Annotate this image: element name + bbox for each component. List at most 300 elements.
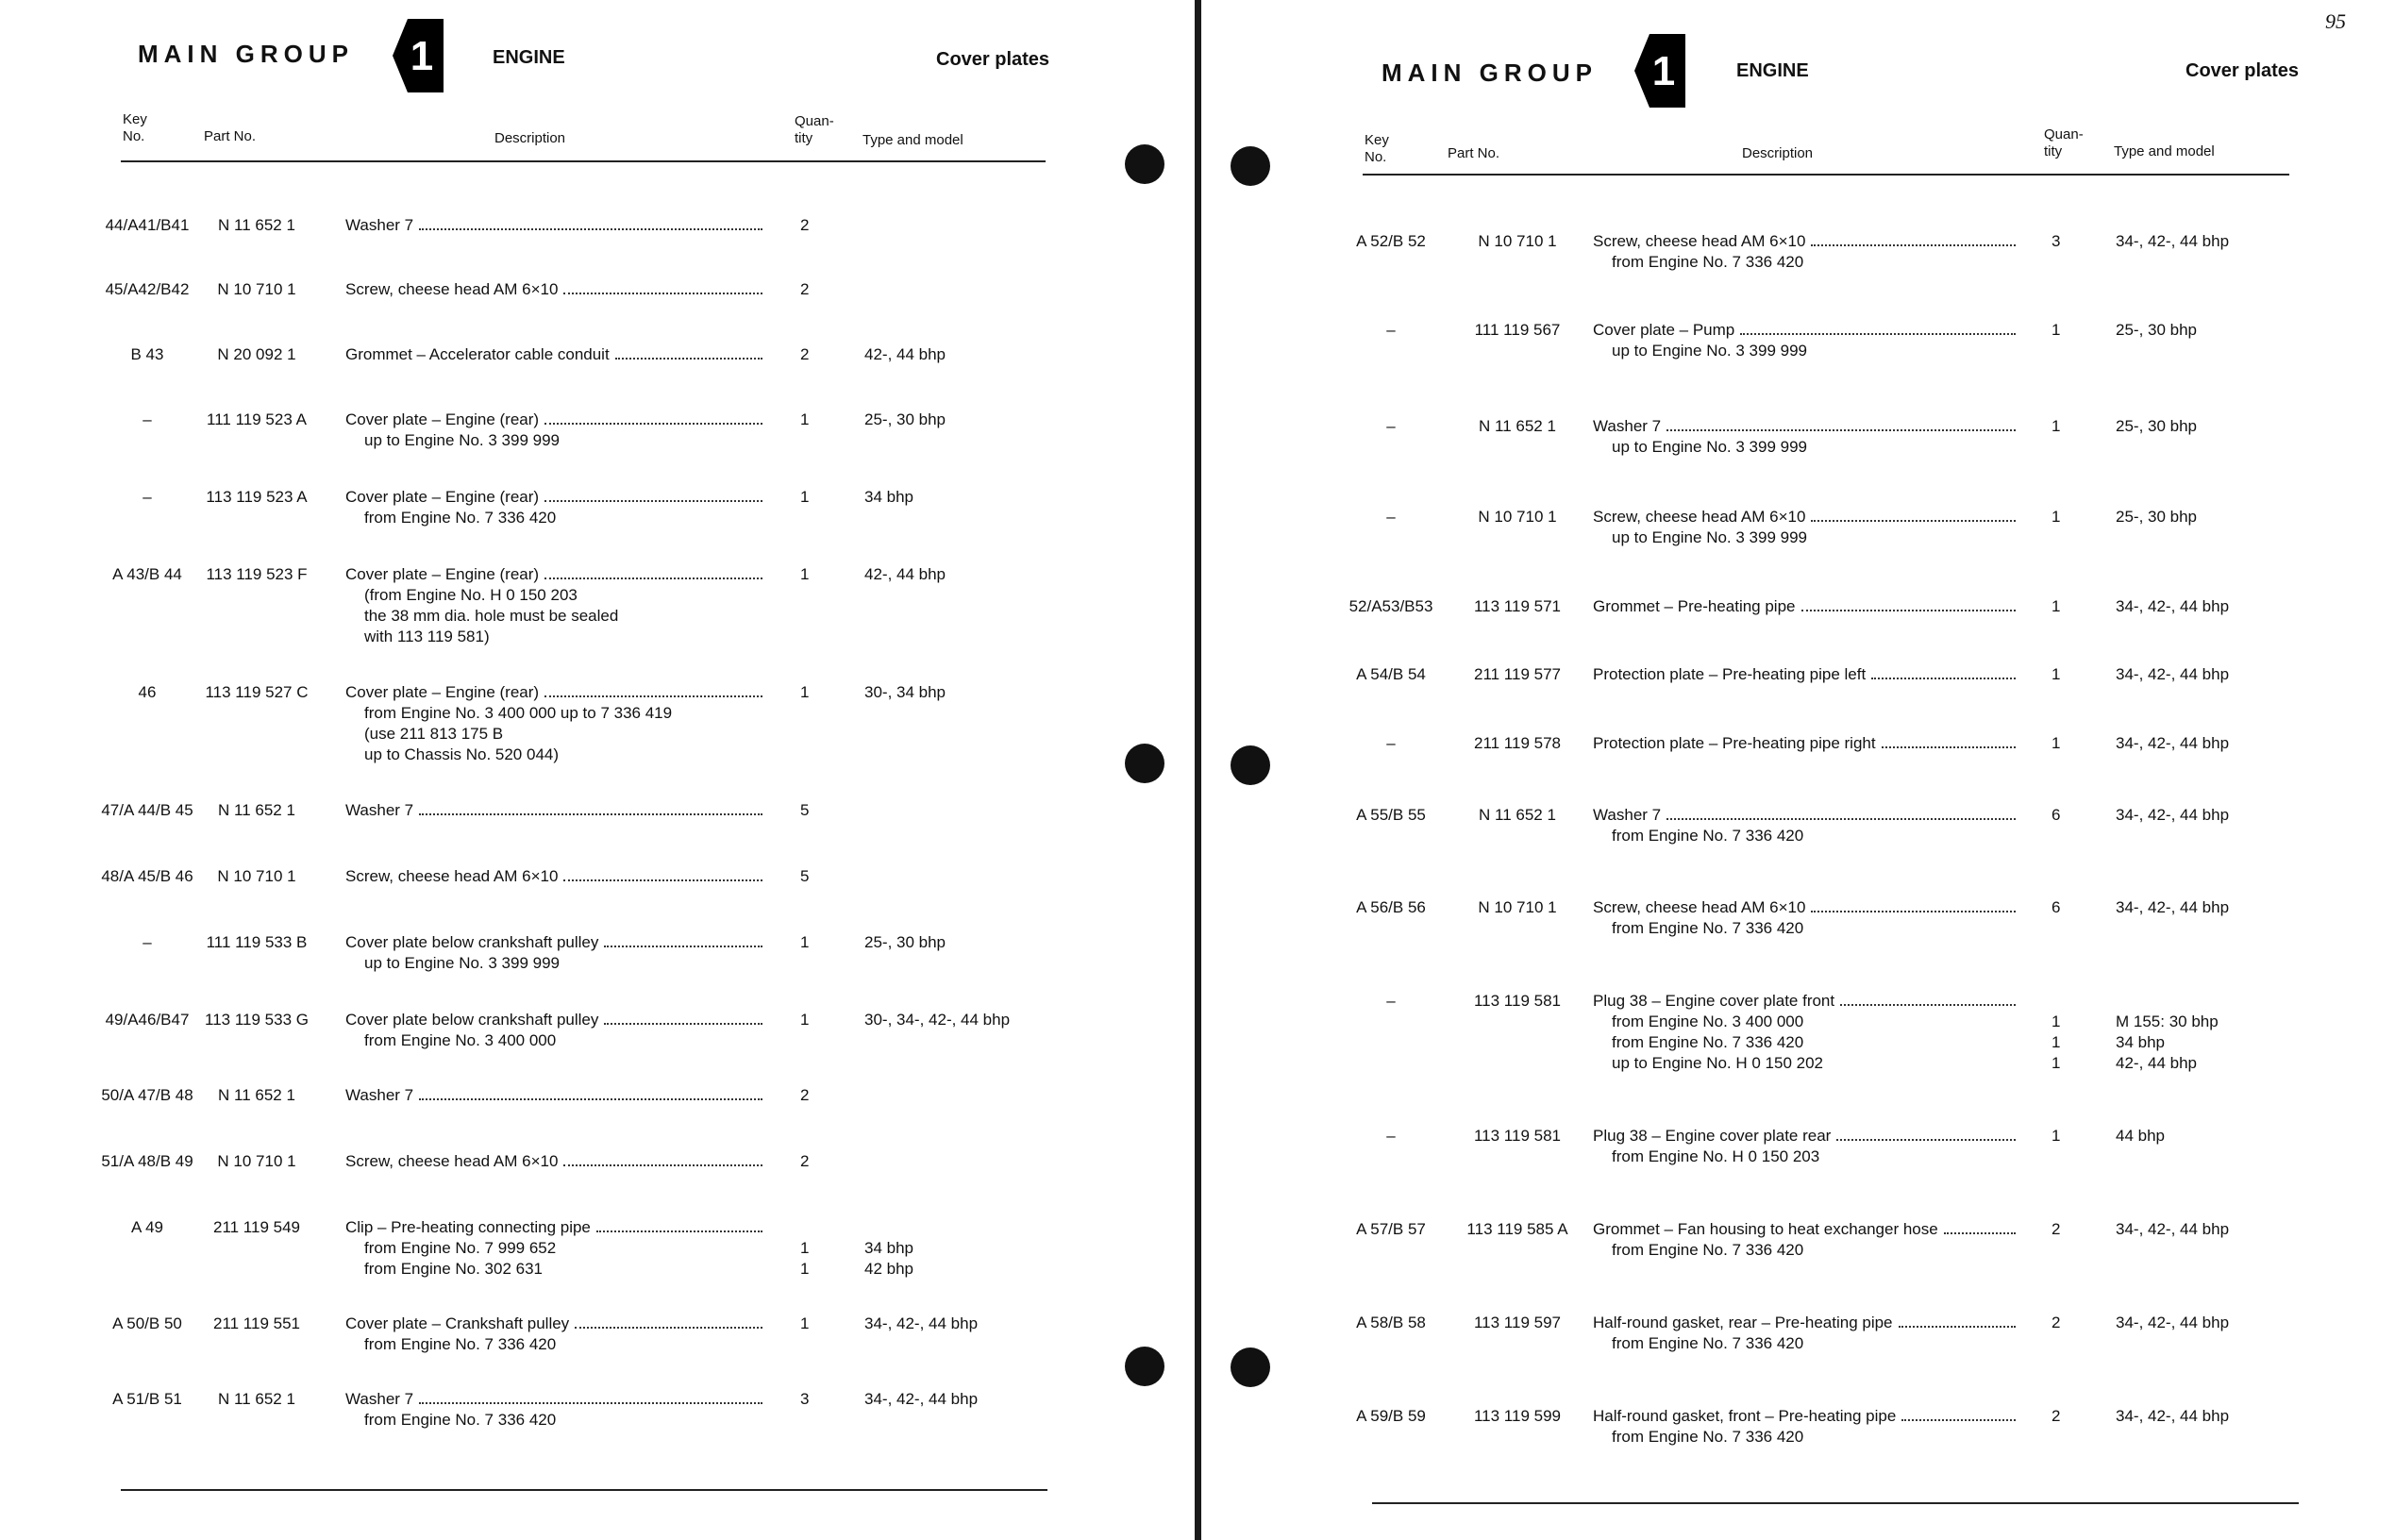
description-text: Washer 7	[345, 1086, 414, 1104]
part-number: N 10 710 1	[217, 867, 296, 885]
type-model	[864, 682, 946, 703]
svg-text:1: 1	[1651, 48, 1676, 94]
leader-dots	[1836, 1139, 2016, 1141]
quantity	[2052, 1406, 2060, 1427]
punch-hole	[1231, 1348, 1270, 1387]
quantity-value: 1	[800, 410, 810, 428]
type-model-value	[2116, 991, 2219, 1012]
description-note: up to Engine No. 3 399 999	[364, 954, 560, 972]
leader-dots	[1811, 911, 2016, 912]
description-note: from Engine No. 7 336 420	[364, 509, 557, 527]
part-number: 113 119 597	[1473, 1314, 1561, 1331]
type-model-value: 34 bhp	[864, 488, 913, 506]
type-model	[2116, 805, 2229, 826]
description-text: Washer 7	[345, 216, 414, 234]
key-number: –	[1386, 508, 1396, 526]
key-number: B 43	[130, 345, 164, 363]
quantity-value: 2	[800, 345, 810, 363]
quantity	[800, 215, 809, 236]
description-text: Screw, cheese head AM 6×10	[345, 1152, 559, 1170]
leader-dots	[1899, 1326, 2016, 1328]
key-number: A 49	[130, 1218, 164, 1236]
type-model-value: 25-, 30 bhp	[864, 933, 946, 951]
part-number: 113 119 523 A	[206, 488, 308, 506]
leader-dots	[575, 1327, 762, 1329]
description	[345, 932, 764, 974]
type-model	[864, 1217, 913, 1280]
type-model-value: 34-, 42-, 44 bhp	[864, 1390, 979, 1408]
quantity-value: 1	[800, 565, 810, 583]
leader-dots	[615, 358, 762, 360]
description	[345, 1389, 764, 1431]
description	[345, 1217, 764, 1280]
page-number: 95	[2325, 9, 2346, 33]
key-number: A 51/B 51	[112, 1390, 182, 1408]
quantity	[800, 1010, 809, 1030]
col-type-model: Type and model	[863, 132, 963, 148]
type-model	[2116, 1126, 2165, 1147]
type-model	[2116, 231, 2229, 252]
type-model-value: 42-, 44 bhp	[864, 565, 946, 583]
type-model-value: 25-, 30 bhp	[2116, 508, 2198, 526]
quantity-value: 6	[2052, 806, 2061, 824]
description-note: up to Chassis No. 520 044)	[364, 745, 560, 763]
description	[1593, 507, 2018, 548]
description	[1593, 1313, 2018, 1354]
type-model	[2116, 664, 2229, 685]
description-text: Screw, cheese head AM 6×10	[345, 867, 559, 885]
type-model-value: 34-, 42-, 44 bhp	[2116, 597, 2230, 615]
type-model	[864, 932, 946, 953]
type-model-value: M 155: 30 bhp	[2116, 1013, 2219, 1030]
quantity-value: 3	[800, 1390, 810, 1408]
left-page	[0, 0, 1197, 1540]
type-model-value: 44 bhp	[2116, 1127, 2165, 1145]
quantity-value: 2	[2052, 1407, 2061, 1425]
page-spine	[1195, 0, 1201, 1540]
quantity-value: 1	[2052, 508, 2061, 526]
key-number: –	[1386, 1127, 1396, 1145]
description	[1593, 1219, 2018, 1261]
leader-dots	[1871, 678, 2016, 679]
quantity-value: 1	[2052, 1013, 2061, 1030]
type-model-value: 42 bhp	[864, 1260, 913, 1278]
type-model	[2116, 596, 2229, 617]
leader-dots	[1666, 429, 2016, 431]
header-rule	[121, 160, 1046, 162]
part-number: 113 119 533 G	[205, 1011, 309, 1029]
leader-dots	[1801, 610, 2017, 611]
type-model-value: 34-, 42-, 44 bhp	[864, 1314, 979, 1332]
key-number: 47/A 44/B 45	[101, 801, 193, 819]
key-number: 46	[138, 683, 157, 701]
description-note: from Engine No. 7 336 420	[1612, 1428, 1804, 1446]
description	[1593, 805, 2018, 846]
part-number: N 11 652 1	[1479, 806, 1556, 824]
section-title: Cover plates	[936, 49, 1050, 70]
type-model	[2116, 1313, 2229, 1333]
header-rule	[1363, 174, 2289, 176]
key-number: 44/A41/B41	[105, 216, 190, 234]
key-number: 49/A46/B47	[105, 1011, 190, 1029]
description-text: Cover plate – Engine (rear)	[345, 683, 540, 701]
description-text: Cover plate – Engine (rear)	[345, 565, 540, 583]
leader-dots	[563, 879, 762, 881]
description-note: from Engine No. 302 631	[364, 1260, 544, 1278]
quantity-value: 2	[800, 1152, 810, 1170]
type-model-value: 34 bhp	[864, 1239, 913, 1257]
quantity	[800, 932, 809, 953]
key-number: –	[1386, 417, 1396, 435]
type-model-value: 30-, 34-, 42-, 44 bhp	[864, 1011, 1011, 1029]
col-key-no: Key No.	[1365, 132, 1389, 165]
type-model	[2116, 897, 2229, 918]
description-note: up to Engine No. 3 399 999	[364, 431, 560, 449]
quantity-value: 1	[2052, 734, 2061, 752]
description	[1593, 231, 2018, 273]
leader-dots	[1882, 746, 2016, 748]
type-model	[864, 1314, 978, 1334]
part-number: 211 119 549	[212, 1218, 300, 1236]
leader-dots	[604, 946, 762, 947]
description	[345, 344, 764, 365]
leader-dots	[544, 423, 762, 425]
type-model-value: 34-, 42-, 44 bhp	[2116, 898, 2230, 916]
description	[1593, 416, 2018, 458]
leader-dots	[419, 813, 762, 815]
description-note: up to Engine No. 3 399 999	[1612, 438, 1807, 456]
description-text: Grommet – Pre-heating pipe	[1593, 597, 1796, 615]
part-number: N 11 652 1	[218, 216, 295, 234]
svg-text:1: 1	[410, 33, 434, 79]
type-model	[864, 1389, 978, 1410]
description	[1593, 991, 2018, 1074]
key-number: 45/A42/B42	[105, 280, 190, 298]
type-model-value: 34-, 42-, 44 bhp	[2116, 1220, 2230, 1238]
part-number: 211 119 551	[212, 1314, 300, 1332]
description-text: Washer 7	[1593, 806, 1662, 824]
type-model	[2116, 416, 2197, 437]
leader-dots	[596, 1230, 762, 1232]
type-model-value: 42-, 44 bhp	[864, 345, 946, 363]
key-number: 50/A 47/B 48	[101, 1086, 193, 1104]
col-quantity: Quan- tity	[2044, 126, 2084, 159]
type-model-value: 42-, 44 bhp	[2116, 1054, 2198, 1072]
quantity-value: 2	[800, 1086, 810, 1104]
key-number: A 52/B 52	[1356, 232, 1426, 250]
description	[345, 1314, 764, 1355]
description-note: the 38 mm dia. hole must be sealed	[364, 607, 619, 625]
description	[1593, 733, 2018, 754]
part-number: 111 119 533 B	[206, 933, 308, 951]
quantity	[800, 1217, 809, 1280]
description	[345, 487, 764, 528]
type-model-value: 34 bhp	[2116, 1033, 2165, 1051]
description	[1593, 897, 2018, 939]
part-number: N 10 710 1	[1478, 232, 1557, 250]
leader-dots	[544, 578, 762, 579]
description-note: up to Engine No. H 0 150 202	[1612, 1054, 1823, 1072]
description	[345, 866, 764, 887]
key-number: –	[142, 410, 152, 428]
description-text: Half-round gasket, rear – Pre-heating pipe	[1593, 1314, 1893, 1331]
part-number: 211 119 578	[1473, 734, 1561, 752]
description-note: with 113 119 581)	[364, 628, 490, 645]
leader-dots	[544, 695, 762, 697]
description-note: from Engine No. 7 336 420	[1612, 919, 1804, 937]
main-group-title: MAIN GROUP	[1382, 59, 1598, 87]
quantity	[800, 487, 809, 508]
description-note: from Engine No. 3 400 000	[1612, 1013, 1804, 1030]
group-number-badge	[391, 17, 445, 94]
type-model-value: 34-, 42-, 44 bhp	[2116, 1314, 2230, 1331]
col-description: Description	[1742, 145, 1814, 161]
punch-hole	[1125, 744, 1164, 783]
quantity-value	[800, 1217, 809, 1238]
key-number: A 58/B 58	[1356, 1314, 1426, 1331]
description-note: from Engine No. 7 336 420	[1612, 253, 1804, 271]
type-model-value: 34-, 42-, 44 bhp	[2116, 232, 2230, 250]
type-model	[2116, 991, 2219, 1074]
quantity-value: 1	[2052, 1054, 2061, 1072]
quantity	[2052, 897, 2060, 918]
type-model	[2116, 1406, 2229, 1427]
part-number: 113 119 581	[1473, 992, 1561, 1010]
part-number: 113 119 585 A	[1466, 1220, 1568, 1238]
quantity-value: 2	[800, 216, 810, 234]
type-model	[864, 1010, 1010, 1030]
leader-dots	[1901, 1419, 2016, 1421]
section-title: Cover plates	[2186, 60, 2300, 81]
col-key-no: Key No.	[123, 111, 147, 144]
part-number: 113 119 599	[1473, 1407, 1561, 1425]
quantity-value: 1	[800, 683, 810, 701]
description-text: Plug 38 – Engine cover plate rear	[1593, 1127, 1832, 1145]
key-number: –	[142, 488, 152, 506]
description-note: up to Engine No. 3 399 999	[1612, 342, 1807, 360]
leader-dots	[1811, 520, 2016, 522]
description-text: Protection plate – Pre-heating pipe left	[1593, 665, 1867, 683]
part-number: 113 119 527 C	[205, 683, 309, 701]
quantity-value: 1	[800, 1011, 810, 1029]
key-number: 51/A 48/B 49	[101, 1152, 193, 1170]
part-number: 211 119 577	[1473, 665, 1561, 683]
description-text: Cover plate below crankshaft pulley	[345, 1011, 599, 1029]
col-description: Description	[494, 130, 566, 146]
quantity	[2052, 231, 2060, 252]
part-number: N 11 652 1	[218, 801, 295, 819]
key-number: A 56/B 56	[1356, 898, 1426, 916]
description-note: (use 211 813 175 B	[364, 725, 504, 743]
part-number: N 10 710 1	[1478, 508, 1557, 526]
quantity-value: 6	[2052, 898, 2061, 916]
part-number: 113 119 571	[1473, 597, 1561, 615]
quantity-value: 2	[800, 280, 810, 298]
quantity	[800, 800, 809, 821]
quantity	[800, 1085, 809, 1106]
leader-dots	[419, 1098, 762, 1100]
col-type-model: Type and model	[2114, 143, 2215, 159]
key-number: A 54/B 54	[1356, 665, 1426, 683]
description	[345, 1151, 764, 1172]
description	[345, 279, 764, 300]
quantity-value: 1	[800, 1314, 810, 1332]
part-number: N 20 092 1	[217, 345, 296, 363]
quantity	[800, 410, 809, 430]
quantity-value: 1	[2052, 417, 2061, 435]
leader-dots	[419, 228, 762, 230]
type-model	[2116, 320, 2197, 341]
type-model	[2116, 733, 2229, 754]
description-note: (from Engine No. H 0 150 203	[364, 586, 578, 604]
description-text: Screw, cheese head AM 6×10	[1593, 898, 1806, 916]
leader-dots	[419, 1402, 762, 1404]
quantity	[800, 344, 809, 365]
quantity	[2052, 991, 2060, 1074]
type-model-value	[864, 1217, 913, 1238]
description-text: Screw, cheese head AM 6×10	[1593, 232, 1806, 250]
description-text: Grommet – Fan housing to heat exchanger hose	[1593, 1220, 1938, 1238]
description-note: from Engine No. 7 999 652	[364, 1239, 557, 1257]
description-note: from Engine No. 7 336 420	[1612, 1334, 1804, 1352]
type-model-value: 25-, 30 bhp	[2116, 321, 2198, 339]
description	[1593, 664, 2018, 685]
quantity-value: 2	[2052, 1220, 2061, 1238]
punch-hole	[1125, 1347, 1164, 1386]
description-note: from Engine No. 3 400 000 up to 7 336 419	[364, 704, 673, 722]
part-number: N 10 710 1	[217, 280, 296, 298]
description-text: Washer 7	[345, 801, 414, 819]
description-text: Screw, cheese head AM 6×10	[1593, 508, 1806, 526]
type-model-value: 34-, 42-, 44 bhp	[2116, 806, 2230, 824]
quantity-value: 1	[2052, 1127, 2061, 1145]
quantity-value: 1	[2052, 1033, 2061, 1051]
key-number: 52/A53/B53	[1348, 597, 1433, 615]
quantity-value: 1	[2052, 597, 2061, 615]
engine-label: ENGINE	[1736, 60, 1809, 81]
part-number: N 11 652 1	[218, 1086, 295, 1104]
part-number: 111 119 523 A	[207, 410, 307, 428]
quantity-value	[2052, 991, 2060, 1012]
type-model-value: 34-, 42-, 44 bhp	[2116, 734, 2230, 752]
type-model-value: 25-, 30 bhp	[2116, 417, 2198, 435]
quantity-value: 5	[800, 801, 810, 819]
quantity-value: 5	[800, 867, 810, 885]
part-number: 113 119 523 F	[206, 565, 308, 583]
description	[345, 682, 764, 765]
description-text: Washer 7	[1593, 417, 1662, 435]
punch-hole	[1125, 144, 1164, 184]
description	[1593, 1406, 2018, 1448]
quantity-value: 1	[800, 1260, 810, 1278]
type-model	[864, 487, 913, 508]
part-number: N 11 652 1	[218, 1390, 295, 1408]
description-note: from Engine No. 7 336 420	[364, 1411, 557, 1429]
type-model	[864, 344, 946, 365]
quantity	[2052, 1219, 2060, 1240]
key-number: A 55/B 55	[1356, 806, 1426, 824]
description	[345, 1010, 764, 1051]
key-number: A 50/B 50	[112, 1314, 182, 1332]
part-number: N 10 710 1	[1478, 898, 1557, 916]
description-text: Half-round gasket, front – Pre-heating pipe	[1593, 1407, 1897, 1425]
quantity	[800, 279, 809, 300]
quantity-value: 1	[800, 488, 810, 506]
part-number: 111 119 567	[1474, 321, 1561, 339]
description-text: Protection plate – Pre-heating pipe right	[1593, 734, 1876, 752]
quantity-value: 2	[2052, 1314, 2061, 1331]
description-note: up to Engine No. 3 399 999	[1612, 528, 1807, 546]
quantity	[800, 1151, 809, 1172]
type-model	[864, 410, 946, 430]
leader-dots	[544, 500, 762, 502]
leader-dots	[1811, 244, 2016, 246]
description-text: Plug 38 – Engine cover plate front	[1593, 992, 1835, 1010]
quantity	[800, 682, 809, 703]
leader-dots	[1840, 1004, 2016, 1006]
description	[1593, 1126, 2018, 1167]
description-text: Cover plate – Crankshaft pulley	[345, 1314, 570, 1332]
description	[345, 1085, 764, 1106]
key-number: A 59/B 59	[1356, 1407, 1426, 1425]
part-number: N 10 710 1	[217, 1152, 296, 1170]
col-part-no: Part No.	[204, 128, 257, 144]
description	[345, 564, 764, 647]
leader-dots	[563, 293, 762, 294]
description-text: Clip – Pre-heating connecting pipe	[345, 1218, 591, 1236]
description-note: from Engine No. H 0 150 203	[1612, 1147, 1820, 1165]
punch-hole	[1231, 146, 1270, 186]
quantity	[800, 1314, 809, 1334]
right-page	[1202, 0, 2395, 1540]
type-model-value: 34-, 42-, 44 bhp	[2116, 1407, 2230, 1425]
description-text: Washer 7	[345, 1390, 414, 1408]
quantity-value: 1	[2052, 665, 2061, 683]
key-number: –	[1386, 992, 1396, 1010]
description-text: Screw, cheese head AM 6×10	[345, 280, 559, 298]
description-text: Cover plate – Engine (rear)	[345, 488, 540, 506]
group-number-badge	[1633, 32, 1687, 109]
key-number: 48/A 45/B 46	[101, 867, 193, 885]
quantity	[2052, 1313, 2060, 1333]
footer-rule	[121, 1489, 1047, 1491]
col-part-no: Part No.	[1448, 145, 1500, 161]
type-model-value: 30-, 34 bhp	[864, 683, 946, 701]
description-note: from Engine No. 7 336 420	[1612, 1033, 1804, 1051]
description-note: from Engine No. 7 336 420	[1612, 827, 1804, 845]
key-number: A 43/B 44	[112, 565, 182, 583]
col-quantity: Quan- tity	[795, 113, 834, 146]
description-text: Cover plate below crankshaft pulley	[345, 933, 599, 951]
quantity-value: 1	[800, 933, 810, 951]
description	[1593, 596, 2018, 617]
quantity	[2052, 664, 2060, 685]
description	[345, 410, 764, 451]
description-note: from Engine No. 3 400 000	[364, 1031, 557, 1049]
description	[345, 215, 764, 236]
type-model	[864, 564, 946, 585]
quantity	[2052, 416, 2060, 437]
quantity-value: 3	[2052, 232, 2061, 250]
quantity	[2052, 320, 2060, 341]
type-model-value: 25-, 30 bhp	[864, 410, 946, 428]
quantity	[800, 866, 809, 887]
leader-dots	[604, 1023, 762, 1025]
description-text: Cover plate – Engine (rear)	[345, 410, 540, 428]
quantity	[2052, 805, 2060, 826]
quantity-value: 1	[800, 1239, 810, 1257]
leader-dots	[1740, 333, 2016, 335]
